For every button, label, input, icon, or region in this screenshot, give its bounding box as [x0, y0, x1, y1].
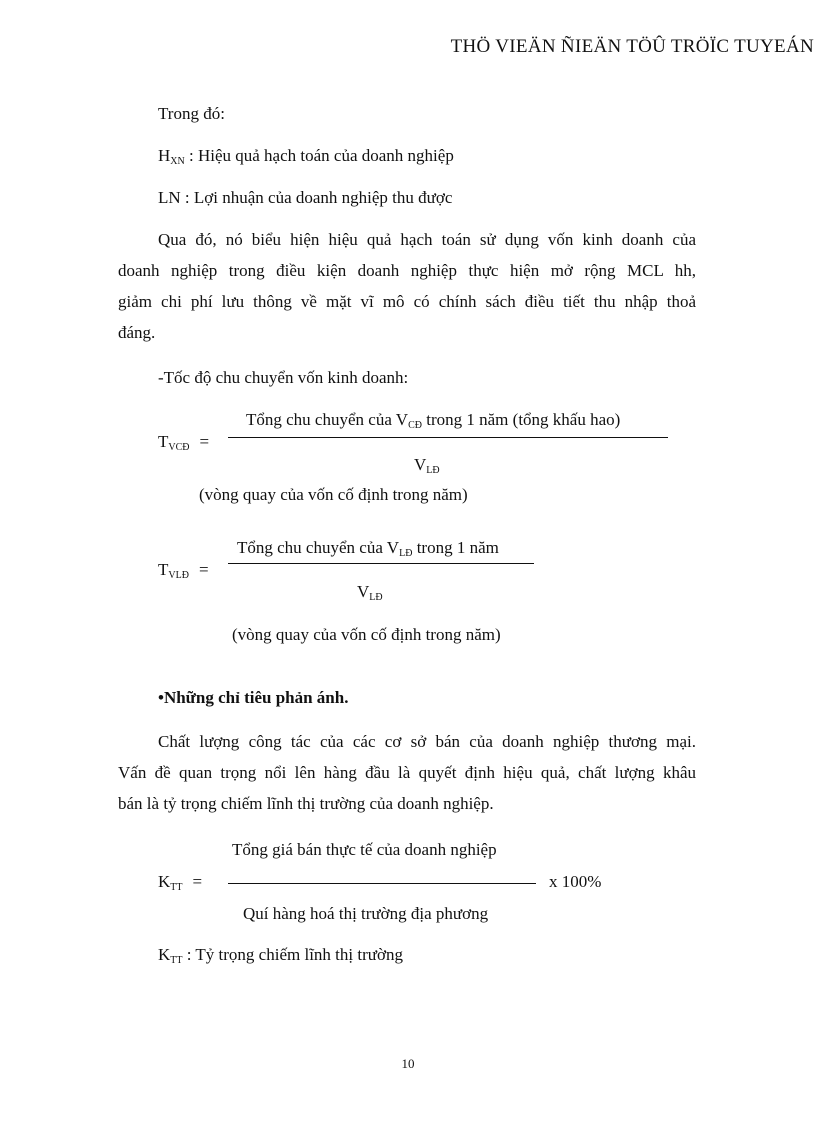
tvld-num-part-b: trong 1 năm: [412, 538, 499, 557]
paragraph-line: Vấn đề quan trọng nổi lên hàng đầu là quyết định hiệu quả, chất lượng khâu: [118, 763, 696, 782]
ktt-denominator: Quí hàng hoá thị trường địa phương: [243, 904, 489, 923]
hxn-definition: [158, 146, 454, 166]
ktt-def-subscript: TT: [170, 955, 183, 966]
tvcd-num-subscript: CĐ: [408, 420, 422, 431]
tvld-num-part-a: Tổng chu chuyển của V: [237, 538, 400, 557]
tvcd-numerator: [246, 410, 620, 430]
paragraph-line: Qua đó, nó biểu hiện hiệu quả hạch toán sử dụng vốn kinh doanh của: [158, 230, 696, 249]
tvcd-subscript: VCĐ: [168, 442, 190, 453]
tvcd-den-symbol: V: [414, 455, 427, 474]
section-title: Những chỉ tiêu phản ánh.: [163, 688, 349, 707]
paragraph-line: đáng.: [118, 323, 156, 342]
ln-definition: LN : Lợi nhuận của doanh nghiệp thu được: [158, 188, 453, 207]
hxn-subscript: XN: [170, 156, 185, 167]
paragraph-line-text: doanh nghiệp trong điều kiện doanh nghiệp thực hiện mở rộng MCL hh,: [118, 261, 696, 280]
tvcd-num-part-a: Tổng chu chuyển của V: [246, 410, 409, 429]
tvcd-equals: =: [199, 432, 210, 451]
page-header: THÖ VIEÄN ÑIEÄN TÖÛ TRÖÏC TUYEÁN: [450, 36, 814, 57]
tvld-den-symbol: V: [357, 582, 370, 601]
hxn-text: : Hiệu quả hạch toán của doanh nghiệp: [184, 146, 454, 165]
tvld-num-subscript: LĐ: [399, 548, 413, 559]
ktt-def-text: : Tỷ trọng chiếm lĩnh thị trường: [182, 945, 403, 964]
tvcd-symbol: T: [158, 432, 169, 451]
tvld-lhs: [158, 560, 209, 580]
tvld-symbol: T: [158, 560, 169, 579]
page-number: 10: [401, 1056, 415, 1071]
ktt-fraction-bar: [228, 883, 536, 884]
tvcd-note: (vòng quay của vốn cố định trong năm): [199, 485, 468, 504]
ktt-def-symbol: K: [158, 945, 171, 964]
paragraph-quality: [118, 726, 696, 819]
ktt-symbol: K: [158, 872, 171, 891]
ktt-numerator: Tổng giá bán thực tế của doanh nghiệp: [232, 840, 497, 859]
tvld-numerator: [237, 538, 499, 558]
tvld-subscript: VLĐ: [168, 570, 189, 581]
tvcd-denominator: [414, 455, 440, 475]
ktt-definition: [158, 945, 403, 965]
tvld-equals: =: [198, 560, 209, 579]
tvcd-num-part-b: trong 1 năm (tổng khấu hao): [422, 410, 621, 429]
tvld-denominator: [357, 582, 383, 602]
paragraph-line: Chất lượng công tác của các cơ sở bán của doanh nghiệp thương mại.: [158, 732, 696, 751]
tvcd-den-subscript: LĐ: [426, 465, 440, 476]
paragraph-line: bán là tỷ trọng chiếm lĩnh thị trường của doanh nghiệp.: [118, 794, 494, 813]
intro-text: Trong đó:: [158, 104, 225, 123]
ktt-lhs: [158, 872, 202, 892]
paragraph-line: giảm chi phí lưu thông về mặt vĩ mô có chính sách điều tiết thu nhập thoả: [118, 292, 696, 311]
paragraph-line: [118, 255, 696, 286]
tvcd-lhs: [158, 432, 209, 452]
ktt-subscript: TT: [170, 882, 183, 893]
tvld-den-subscript: LĐ: [369, 592, 383, 603]
section-heading: [158, 688, 348, 708]
tvld-fraction-bar: [228, 563, 534, 564]
speed-heading: -Tốc độ chu chuyển vốn kinh doanh:: [158, 368, 409, 387]
tvld-note: (vòng quay của vốn cố định trong năm): [232, 625, 501, 644]
hxn-symbol: H: [158, 146, 171, 165]
paragraph-efficiency: [118, 224, 696, 348]
tvcd-fraction-bar: [228, 437, 668, 438]
bullet-icon: •: [158, 688, 164, 707]
ktt-equals: =: [192, 872, 203, 891]
ktt-multiplier: x 100%: [549, 872, 602, 891]
